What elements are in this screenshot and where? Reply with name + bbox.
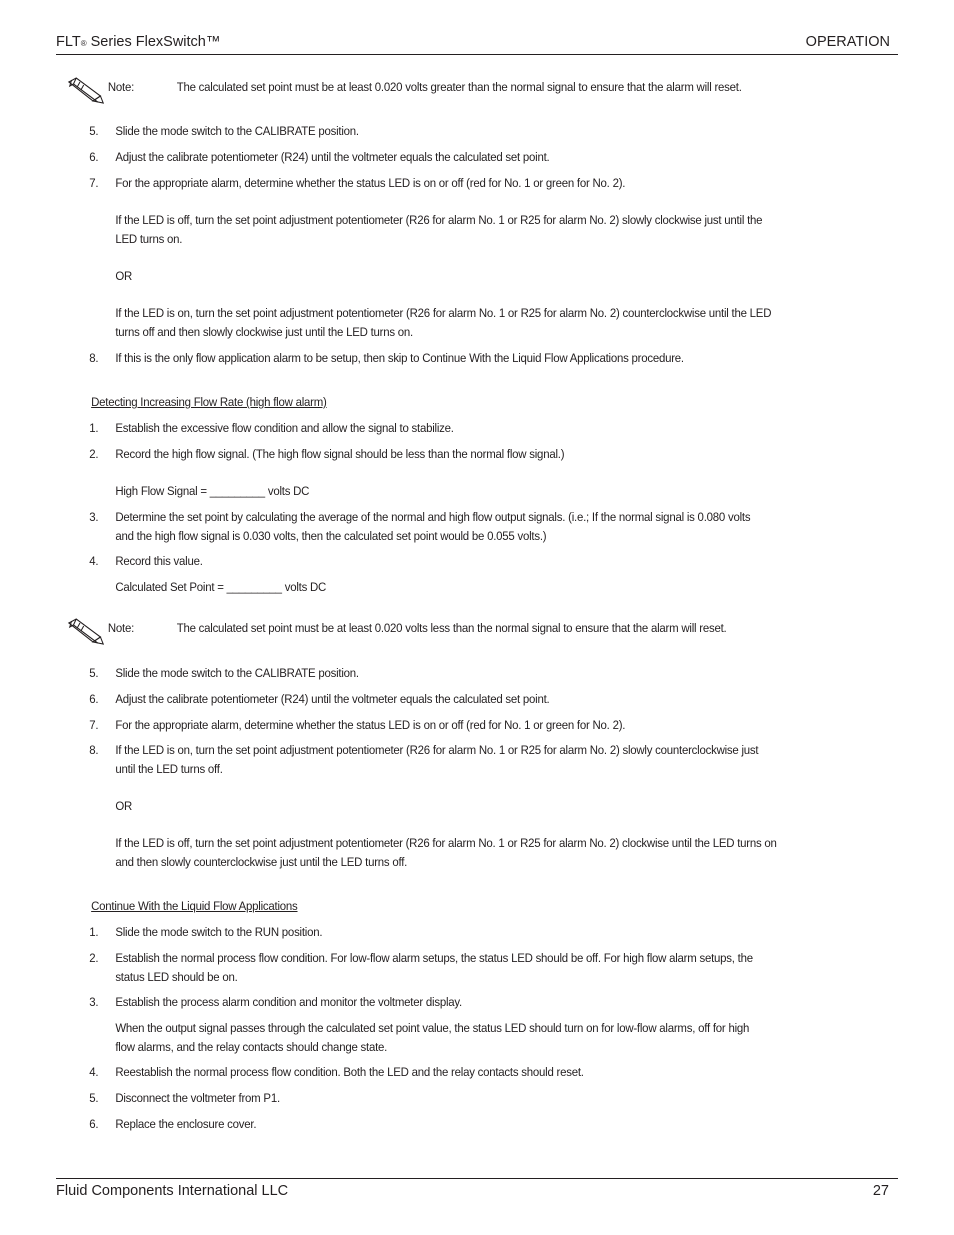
instruction-text: LED turns on.: [115, 232, 183, 246]
company-name: Fluid Components International LLC: [56, 1183, 289, 1199]
or-separator: OR: [115, 799, 133, 813]
page-header: [56, 34, 898, 55]
step-text: If this is the only flow application alarm to be setup, then skip to Continue With the Liquid Flow Applications procedure.: [115, 351, 684, 365]
step-text: Slide the mode switch to the CALIBRATE position.: [115, 666, 359, 680]
step-text: Determine the set point by calculating the average of the normal and high flow output signals. (i.e.; If the normal signal is 0.080 volts: [115, 510, 751, 524]
step-number: 2.: [89, 951, 99, 965]
step-text: If the LED is on, turn the set point adjustment potentiometer (R26 for alarm No. 1 or R25 for alarm No. 2) slowly counterclockwise just: [115, 743, 759, 757]
step-text: Adjust the calibrate potentiometer (R24) until the voltmeter equals the calculated set point.: [115, 692, 550, 706]
step-number: 1.: [89, 421, 99, 435]
note-text: The calculated set point must be at least 0.020 volts less than the normal signal to ensure that the alarm will reset.: [176, 621, 727, 635]
note-pencil-icon: [65, 617, 104, 647]
or-separator: OR: [115, 269, 133, 283]
step-text: Record this value.: [115, 554, 203, 568]
instruction-text: and then slowly counterclockwise just until the LED turns off.: [115, 855, 408, 869]
record-field-line: Calculated Set Point = _________ volts DC: [115, 580, 327, 594]
note-label: Note:: [107, 80, 135, 94]
step-text: Establish the normal process flow condition. For low-flow alarm setups, the status LED should be off. For high flow alarm setups, the: [115, 951, 753, 965]
instruction-text: If the LED is on, turn the set point adjustment potentiometer (R26 for alarm No. 1 or R25 for alarm No. 2) counterclockwise until the LED: [115, 306, 772, 320]
step-number: 4.: [89, 1065, 99, 1079]
note-text: The calculated set point must be at least 0.020 volts greater than the normal signal to ensure that the alarm will reset.: [176, 80, 742, 94]
step-text: status LED should be on.: [115, 970, 238, 984]
record-field-line: High Flow Signal = _________ volts DC: [115, 484, 310, 498]
step-text: For the appropriate alarm, determine whether the status LED is on or off (red for No. 1 or green for No. 2).: [115, 176, 626, 190]
step-text: Establish the process alarm condition and monitor the voltmeter display.: [115, 995, 462, 1009]
section-title: OPERATION: [805, 34, 890, 50]
step-number: 6.: [89, 150, 99, 164]
step-number: 8.: [89, 743, 99, 757]
step-text: Establish the excessive flow condition and allow the signal to stabilize.: [115, 421, 454, 435]
step-number: 5.: [89, 124, 99, 138]
step-number: 7.: [89, 176, 99, 190]
section-heading: Continue With the Liquid Flow Applications: [91, 899, 298, 913]
step-number: 6.: [89, 692, 99, 706]
step-text: Disconnect the voltmeter from P1.: [115, 1091, 280, 1105]
instruction-text: If the LED is off, turn the set point adjustment potentiometer (R26 for alarm No. 1 or R25 for alarm No. 2) clockwise until the LED turns on: [115, 836, 777, 850]
step-number: 5.: [89, 1091, 99, 1105]
page-number: 27: [872, 1183, 889, 1199]
step-number: 8.: [89, 351, 99, 365]
note-pencil-icon: [65, 76, 104, 106]
step-text: Adjust the calibrate potentiometer (R24) until the voltmeter equals the calculated set point.: [115, 150, 550, 164]
step-number: 5.: [89, 666, 99, 680]
step-text: Reestablish the normal process flow condition. Both the LED and the relay contacts should reset.: [115, 1065, 584, 1079]
step-text: until the LED turns off.: [115, 762, 223, 776]
instruction-text: flow alarms, and the relay contacts should change state.: [115, 1040, 388, 1054]
step-text: and the high flow signal is 0.030 volts, then the calculated set point would be 0.055 volts.): [115, 529, 547, 543]
note-label: Note:: [107, 621, 135, 635]
step-number: 3.: [89, 510, 99, 524]
step-number: 6.: [89, 1117, 99, 1131]
step-text: For the appropriate alarm, determine whether the status LED is on or off (red for No. 1 or green for No. 2).: [115, 718, 626, 732]
step-text: Record the high flow signal. (The high flow signal should be less than the normal flow signal.): [115, 447, 565, 461]
instruction-text: When the output signal passes through the calculated set point value, the status LED should turn on for low-flow alarms, off for high: [115, 1021, 750, 1035]
step-number: 7.: [89, 718, 99, 732]
step-number: 4.: [89, 554, 99, 568]
step-text: Replace the enclosure cover.: [115, 1117, 257, 1131]
instruction-text: If the LED is off, turn the set point adjustment potentiometer (R26 for alarm No. 1 or R25 for alarm No. 2) slowly clockwise just until the: [115, 213, 763, 227]
step-number: 2.: [89, 447, 99, 461]
page-footer: [56, 1178, 898, 1201]
instruction-text: turns off and then slowly clockwise just until the LED turns on.: [115, 325, 413, 339]
step-text: Slide the mode switch to the RUN position.: [115, 925, 323, 939]
section-heading: Detecting Increasing Flow Rate (high flow alarm): [91, 395, 327, 409]
step-number: 1.: [89, 925, 99, 939]
step-text: Slide the mode switch to the CALIBRATE position.: [115, 124, 359, 138]
step-number: 3.: [89, 995, 99, 1009]
doc-title: FLT® Series FlexSwitch™: [56, 34, 221, 50]
